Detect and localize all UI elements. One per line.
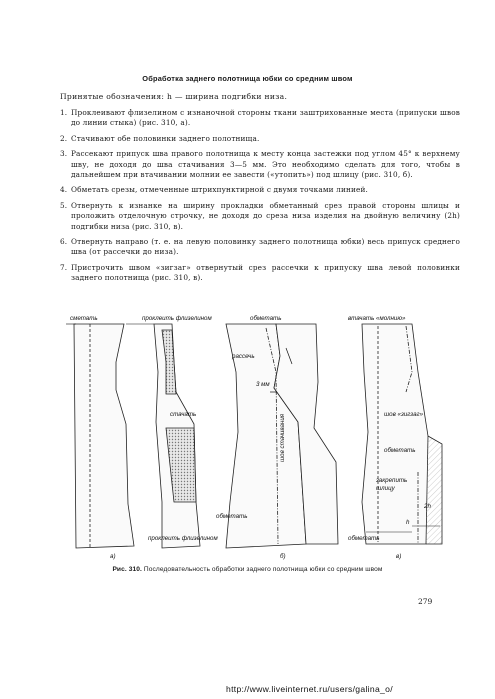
step-number: 7.: [60, 262, 68, 272]
label-sub-v: в): [396, 553, 402, 560]
panel-c-drawing: [362, 324, 442, 544]
label-prokleit: проклеить флизелином: [142, 315, 212, 322]
label-shlitsu: шлицу: [376, 485, 395, 492]
step-number: 2.: [60, 133, 68, 143]
label-zakrepit: закрепить: [376, 477, 408, 484]
list-item: [60, 149, 460, 180]
label-2h: 2h: [424, 503, 431, 510]
list-item: [60, 134, 460, 144]
label-shov-zigzag: шов «зигзаг»: [384, 411, 424, 418]
list-item: [60, 185, 460, 195]
step-number: 4.: [60, 185, 68, 195]
label-rassech: рассечь: [232, 353, 255, 360]
label-obmetat-top: обметать: [250, 315, 282, 322]
label-prokleit-bottom: проклеить флизелином: [148, 535, 218, 542]
label-3mm: 3 мм: [256, 381, 270, 388]
step-number: 3.: [60, 149, 68, 159]
label-sub-a: а): [110, 553, 116, 560]
list-item: [60, 263, 460, 284]
label-obmetat-bottom-v: обметать: [348, 535, 380, 542]
label-stachat: стачать: [170, 411, 197, 418]
step-text: Проклеивают флизелином с изнаночной стороны ткани заштрихованные места (припуски швов до линии стыка) (рис. 310, а).: [71, 108, 460, 128]
page-number: 279: [418, 597, 433, 606]
step-text: Пристрочить швом «зигзаг» отвернутый срез рассечки к припуску шва левой половинки заднего полотнища (рис. 310, в).: [71, 262, 460, 283]
step-text: Обметать срезы, отмеченные штрихпунктирной с двумя точками линией.: [71, 185, 368, 195]
label-obmetat-mid: обметать: [384, 447, 416, 454]
list-item: [60, 237, 460, 258]
label-vtachat-molniyu: втачать «молнию»: [348, 315, 406, 322]
label-obmetat-bottom-b: обметать: [216, 513, 248, 520]
label-smetat: сметать: [70, 315, 98, 322]
label-shov-stachivaniya: шов стачивания: [279, 413, 286, 462]
panel-a-drawing: [74, 324, 200, 548]
step-number: 5.: [60, 200, 68, 210]
caption-prefix: Рис. 310.: [112, 566, 142, 573]
figure-caption: [0, 566, 495, 573]
step-number: 1.: [60, 108, 68, 117]
step-text: Рассекают припуск шва правого полотнища к месту конца застежки под углом 45° к верхнему шву, не доходя до шва стачивания 3—5 мм. Это необходимо сделать для того, чтобы в дальнейшем при втачивании молнии ее завести («утопить») под шлицу (рис. 310, б).: [71, 149, 460, 180]
label-h: h: [406, 519, 410, 526]
section-title: Обработка заднего полотнища юбки со средним швом: [142, 74, 353, 83]
step-text: Отвернуть направо (т. е. на левую половинку заднего полотнища юбки) весь припуск среднего шва (от рассечки до низа).: [71, 237, 460, 257]
watermark-url: http://www.liveinternet.ru/users/galina_o/: [226, 684, 393, 694]
step-number: 6.: [60, 237, 68, 247]
list-item: [60, 108, 460, 129]
notation-intro: Принятые обозначения: h — ширина подгибки низа.: [60, 92, 288, 101]
sewing-diagram-figure: [66, 312, 446, 562]
step-text: Стачивают обе половинки заднего полотнища.: [71, 133, 260, 143]
label-sub-b: б): [280, 553, 286, 560]
step-text: Отвернуть к изнанке на ширину прокладки обметанный срез правой стороны шлицы и проложить отделочную строчку, не доходя до среза низа изделия на двойную величину (2h) подгибки низа (рис. 310, в).: [71, 200, 460, 231]
steps-list: [60, 108, 460, 289]
list-item: [60, 201, 460, 232]
caption-text: Последовательность обработки заднего полотнища юбки со средним швом: [143, 566, 383, 573]
